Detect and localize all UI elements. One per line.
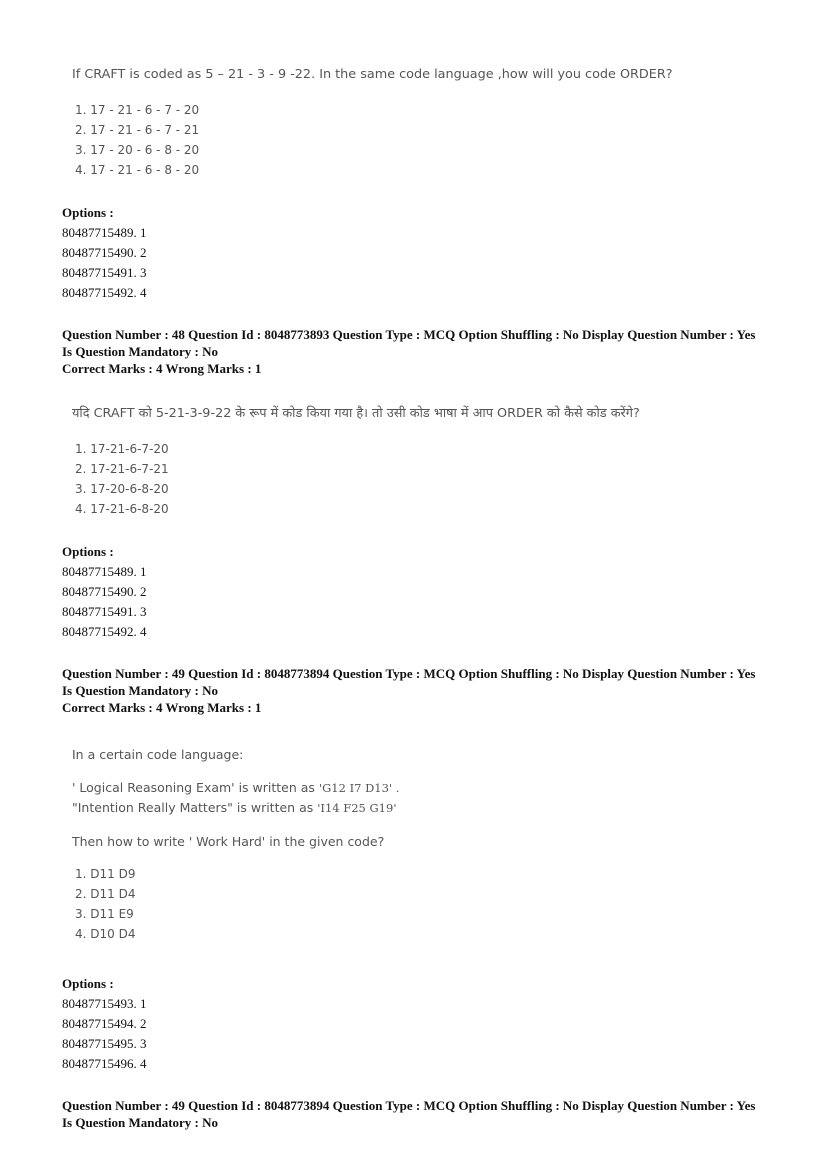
code-example-1 — [72, 778, 399, 798]
code-example-text: ' Logical Reasoning Exam' is written as — [72, 780, 315, 795]
code-example-2 — [72, 798, 399, 818]
question-intro: In a certain code language: — [72, 747, 244, 762]
question-marks: Correct Marks : 4 Wrong Marks : 1 — [62, 700, 262, 715]
question-image-48 — [72, 405, 640, 519]
option-item: 80487715495. 3 — [62, 1036, 147, 1051]
option-item: 80487715491. 3 — [62, 265, 147, 280]
options-title: Options : — [62, 976, 114, 991]
option-item: 80487715491. 3 — [62, 604, 147, 619]
options-list-47 — [62, 203, 782, 303]
question-meta-line: Question Number : 49 Question Id : 8048773894 Question Type : MCQ Option Shuffling : No Display Question Number : Yes — [62, 666, 756, 681]
option-item: 80487715496. 4 — [62, 1056, 147, 1071]
choice-4: 4. 17-21-6-8-20 — [75, 502, 169, 516]
question-marks: Correct Marks : 4 Wrong Marks : 1 — [62, 361, 262, 376]
code-example-value: 'I14 F25 G19' — [317, 801, 397, 815]
option-item: 80487715490. 2 — [62, 584, 147, 599]
code-example-text: "Intention Really Matters" is written as — [72, 800, 314, 815]
options-list-49 — [62, 974, 782, 1074]
question-mandatory: Is Question Mandatory : No — [62, 683, 219, 698]
options-title: Options : — [62, 205, 114, 220]
option-item: 80487715489. 1 — [62, 225, 147, 240]
question-stem: यदि CRAFT को 5-21-3-9-22 के रूप में कोड किया गया है। तो उसी कोड भाषा में आप ORDER को कैसे कोड करेंगे? — [72, 406, 640, 421]
option-item: 80487715492. 4 — [62, 285, 147, 300]
option-item: 80487715493. 1 — [62, 996, 147, 1011]
question-ask: Then how to write ' Work Hard' in the given code? — [72, 834, 385, 849]
option-item: 80487715489. 1 — [62, 564, 147, 579]
choice-2: 2. 17-21-6-7-21 — [75, 462, 169, 476]
choice-3: 3. D11 E9 — [75, 907, 134, 921]
question-meta-49-hindi — [62, 1097, 782, 1131]
option-item: 80487715490. 2 — [62, 245, 147, 260]
choice-2: 2. 17 - 21 - 6 - 7 - 21 — [75, 123, 200, 137]
choice-2: 2. D11 D4 — [75, 887, 136, 901]
code-example-value: 'G12 I7 D13' . — [318, 781, 400, 795]
choice-4: 4. 17 - 21 - 6 - 8 - 20 — [75, 163, 200, 177]
choice-3: 3. 17 - 20 - 6 - 8 - 20 — [75, 143, 200, 157]
options-list-48 — [62, 542, 782, 642]
question-image-47 — [72, 66, 673, 180]
question-mandatory: Is Question Mandatory : No — [62, 344, 219, 359]
question-meta-48 — [62, 326, 782, 377]
choice-1: 1. D11 D9 — [75, 867, 136, 881]
option-item: 80487715492. 4 — [62, 624, 147, 639]
options-title: Options : — [62, 544, 114, 559]
option-item: 80487715494. 2 — [62, 1016, 147, 1031]
question-stem: If CRAFT is coded as 5 – 21 - 3 - 9 -22. In the same code language ,how will you code ORDER? — [72, 67, 673, 82]
question-mandatory: Is Question Mandatory : No — [62, 1115, 219, 1130]
choice-4: 4. D10 D4 — [75, 927, 136, 941]
question-image-49 — [72, 745, 399, 944]
choice-1: 1. 17-21-6-7-20 — [75, 442, 169, 456]
question-meta-49 — [62, 665, 782, 716]
choice-1: 1. 17 - 21 - 6 - 7 - 20 — [75, 103, 200, 117]
question-meta-line: Question Number : 48 Question Id : 8048773893 Question Type : MCQ Option Shuffling : No Display Question Number : Yes — [62, 327, 756, 342]
question-meta-line: Question Number : 49 Question Id : 8048773894 Question Type : MCQ Option Shuffling : No Display Question Number : Yes — [62, 1098, 756, 1113]
choice-3: 3. 17-20-6-8-20 — [75, 482, 169, 496]
